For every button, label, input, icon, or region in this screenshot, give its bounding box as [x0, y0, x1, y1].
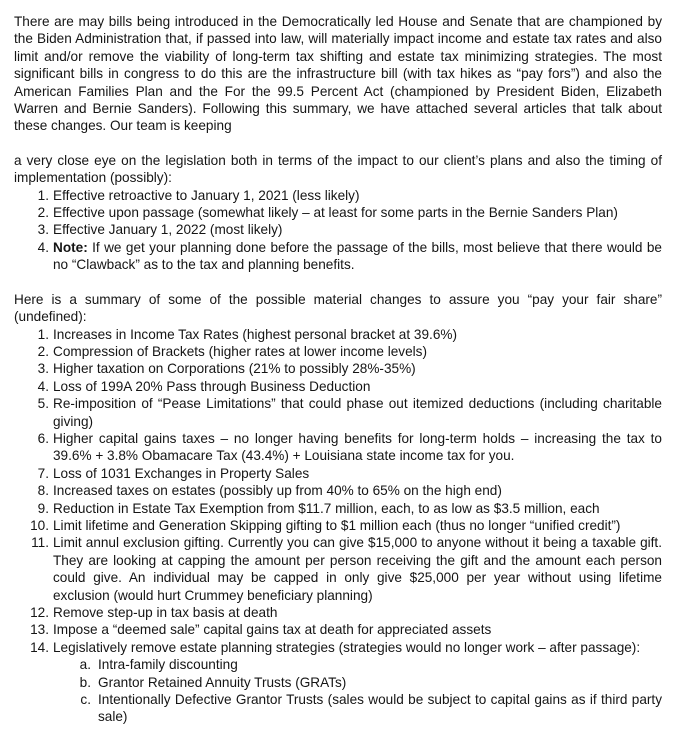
list-item-text: Reduction in Estate Tax Exemption from $11.7 million, each, to as low as $3.5 million, each	[53, 500, 600, 516]
summary-paragraph: Here is a summary of some of the possible material changes to assure you “pay your fair share” (undefined):	[14, 291, 662, 325]
list-letter: b.	[79, 674, 91, 690]
list-number: 2.	[37, 205, 49, 221]
list-item-text: Increases in Income Tax Rates (highest personal bracket at 39.6%)	[53, 326, 457, 342]
change-item	[28, 621, 662, 638]
list-number: 8.	[37, 483, 49, 499]
list-number: 14.	[30, 639, 49, 655]
list-item-text: Impose a “deemed sale” capital gains tax at death for appreciated assets	[53, 622, 492, 638]
list-item-text: Remove step-up in tax basis at death	[53, 605, 278, 620]
list-number: 12.	[30, 605, 49, 620]
change-item	[28, 639, 662, 726]
intro-paragraph: There are may bills being introduced in the Democratically led House and Senate that are championed by the Biden Administration that, if passed into law, will materially impact income and estate tax rates and also limit and/or remove the viability of long-term tax shifting and estate tax minimizing strategies. The most significant bills in congress to do this are the infrastructure bill (with tax hikes as “pay fors”) and also the American Families Plan and the For the 99.5 Percent Act (championed by President Biden, Elizabeth Warren and Bernie Sanders). Following this summary, we have attached several articles that talk about these changes. Our team is keeping	[14, 14, 662, 134]
list-item-text: Effective retroactive to January 1, 2021 (less likely)	[53, 187, 360, 203]
list-number: 11.	[31, 535, 49, 551]
timing-paragraph: a very close eye on the legislation both in terms of the impact to our client’s plans and also the timing of implementation (possibly):	[14, 152, 662, 186]
changes-list	[28, 326, 662, 726]
change-item	[28, 534, 662, 604]
change-item	[28, 360, 662, 377]
strategy-item	[73, 691, 662, 726]
list-number: 10.	[30, 517, 49, 533]
timing-item	[28, 187, 662, 204]
change-item	[28, 465, 662, 482]
timing-item	[28, 204, 662, 221]
change-item	[28, 343, 662, 360]
list-number: 6.	[37, 430, 49, 446]
list-item-text: Loss of 1031 Exchanges in Property Sales	[53, 465, 310, 481]
list-item-text: Limit annul exclusion gifting. Currently you can give $15,000 to anyone without it being a taxable gift. They are looking at capping the amount per person receiving the gift and the amount each person could give. An individual may be capped in only give $25,000 per year without using lifetime exclusion (would hurt Crummey beneficiary planning)	[53, 535, 662, 603]
note-label: Note:	[53, 239, 88, 255]
list-letter: a.	[79, 657, 91, 673]
list-item-text: Loss of 199A 20% Pass through Business Deduction	[53, 378, 371, 394]
list-number: 9.	[37, 500, 49, 516]
list-item-text: Grantor Retained Annuity Trusts (GRATs)	[98, 674, 347, 690]
list-item-text: Re-imposition of “Pease Limitations” that could phase out itemized deductions (including charitable giving)	[53, 396, 662, 429]
list-number: 2.	[37, 343, 49, 359]
list-item-text: Increased taxes on estates (possibly up from 40% to 65% on the high end)	[53, 483, 502, 499]
timing-list	[28, 187, 662, 274]
strategy-item	[73, 674, 662, 691]
list-number: 4.	[37, 239, 49, 255]
list-number: 13.	[30, 622, 49, 638]
list-item-text: If we get your planning done before the passage of the bills, most believe that there would be no “Clawback” as to the tax and planning benefits.	[53, 239, 662, 273]
list-number: 1.	[37, 187, 49, 203]
list-number: 1.	[37, 326, 49, 342]
timing-item	[28, 221, 662, 238]
list-letter: c.	[80, 692, 91, 708]
list-item-text: Intentionally Defective Grantor Trusts (sales would be subject to capital gains as if third party sale)	[98, 692, 662, 725]
list-number: 4.	[37, 378, 49, 394]
list-item-text: Effective January 1, 2022 (most likely)	[53, 222, 283, 238]
list-item-text: Compression of Brackets (higher rates at lower income levels)	[53, 343, 427, 359]
change-item	[28, 378, 662, 395]
change-item	[28, 604, 662, 621]
list-item-text: Effective upon passage (somewhat likely – at least for some parts in the Bernie Sanders Plan)	[53, 205, 618, 221]
list-number: 3.	[37, 222, 49, 238]
list-item-text: Limit lifetime and Generation Skipping gifting to $1 million each (thus no longer “unified credit”)	[53, 517, 621, 533]
list-number: 3.	[37, 361, 49, 377]
strategy-item	[73, 656, 662, 673]
change-item	[28, 395, 662, 430]
list-item-text: Higher taxation on Corporations (21% to possibly 28%-35%)	[53, 361, 416, 377]
list-item-text: Legislatively remove estate planning strategies (strategies would no longer work – after passage):	[53, 639, 641, 655]
change-item	[28, 517, 662, 534]
change-item	[28, 430, 662, 465]
change-item	[28, 500, 662, 517]
list-item-text: Higher capital gains taxes – no longer having benefits for long-term holds – increasing the tax to 39.6% + 3.8% Obamacare Tax (43.4%) + Louisiana state income tax for you.	[53, 430, 662, 464]
list-number: 5.	[37, 396, 49, 412]
list-item-text: Intra-family discounting	[98, 657, 238, 673]
timing-item-note	[28, 239, 662, 274]
list-number: 7.	[37, 465, 49, 481]
change-item	[28, 326, 662, 343]
change-item	[28, 482, 662, 499]
strategy-sublist	[73, 656, 662, 726]
